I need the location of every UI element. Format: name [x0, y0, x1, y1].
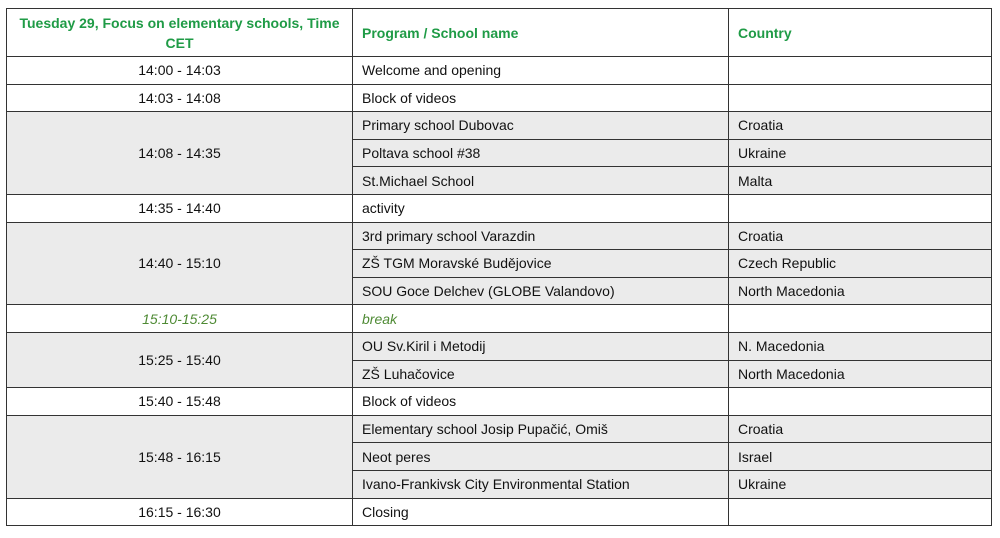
program-name: 3rd primary school Varazdin [353, 222, 729, 250]
country-name [729, 305, 992, 333]
program-name: Neot peres [353, 443, 729, 471]
time-slot: 14:40 - 15:10 [7, 222, 353, 305]
program-name: OU Sv.Kiril i Metodij [353, 332, 729, 360]
schedule-row [7, 57, 992, 85]
program-name: Block of videos [353, 388, 729, 416]
program-name: Closing [353, 498, 729, 526]
schedule-row [7, 112, 992, 140]
time-slot: 15:40 - 15:48 [7, 388, 353, 416]
schedule-row [7, 332, 992, 360]
program-name: ZŠ TGM Moravské Budějovice [353, 250, 729, 278]
country-name: Ukraine [729, 470, 992, 498]
country-name: Croatia [729, 112, 992, 140]
schedule-row [7, 84, 992, 112]
program-name: break [353, 305, 729, 333]
country-name: Ukraine [729, 139, 992, 167]
program-name: Poltava school #38 [353, 139, 729, 167]
schedule-row [7, 194, 992, 222]
country-name [729, 57, 992, 85]
country-name [729, 194, 992, 222]
program-name: St.Michael School [353, 167, 729, 195]
country-name: Israel [729, 443, 992, 471]
program-name: Ivano-Frankivsk City Environmental Station [353, 470, 729, 498]
schedule-row [7, 498, 992, 526]
time-slot: 15:48 - 16:15 [7, 415, 353, 498]
header-country: Country [729, 9, 992, 57]
schedule-row [7, 305, 992, 333]
country-name [729, 84, 992, 112]
country-name: North Macedonia [729, 277, 992, 305]
country-name: N. Macedonia [729, 332, 992, 360]
country-name: Czech Republic [729, 250, 992, 278]
time-slot: 14:08 - 14:35 [7, 112, 353, 195]
program-name: activity [353, 194, 729, 222]
country-name: Croatia [729, 222, 992, 250]
program-name: Welcome and opening [353, 57, 729, 85]
schedule-row [7, 222, 992, 250]
time-slot: 16:15 - 16:30 [7, 498, 353, 526]
header-time: Tuesday 29, Focus on elementary schools, Time CET [7, 9, 353, 57]
time-slot: 14:00 - 14:03 [7, 57, 353, 85]
time-slot: 15:25 - 15:40 [7, 332, 353, 387]
country-name: North Macedonia [729, 360, 992, 388]
header-program: Program / School name [353, 9, 729, 57]
program-name: ZŠ Luhačovice [353, 360, 729, 388]
country-name: Croatia [729, 415, 992, 443]
schedule-row [7, 415, 992, 443]
program-name: Primary school Dubovac [353, 112, 729, 140]
program-name: SOU Goce Delchev (GLOBE Valandovo) [353, 277, 729, 305]
time-slot: 14:35 - 14:40 [7, 194, 353, 222]
country-name: Malta [729, 167, 992, 195]
country-name [729, 498, 992, 526]
country-name [729, 388, 992, 416]
header-row [7, 9, 992, 57]
time-slot: 14:03 - 14:08 [7, 84, 353, 112]
program-name: Elementary school Josip Pupačić, Omiš [353, 415, 729, 443]
schedule-row [7, 388, 992, 416]
schedule-body [7, 57, 992, 526]
time-slot: 15:10-15:25 [7, 305, 353, 333]
program-name: Block of videos [353, 84, 729, 112]
schedule-table [6, 8, 992, 526]
